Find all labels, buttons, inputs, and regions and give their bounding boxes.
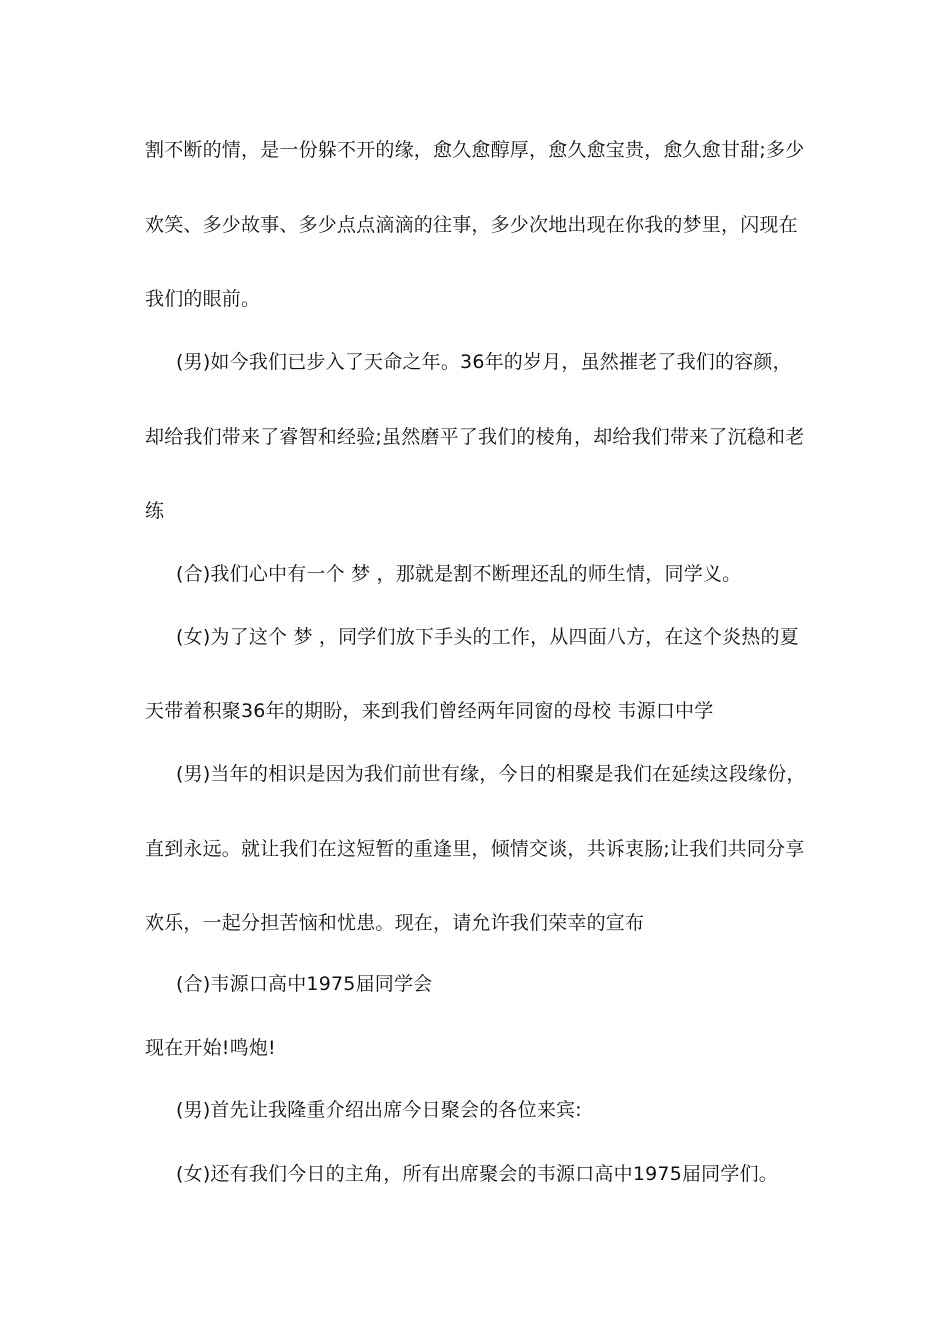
text-line: (男)首先让我隆重介绍出席今日聚会的各位来宾: [176,1099,582,1121]
text-line: (女)为了这个 梦 ，同学们放下手头的工作，从四面八方，在这个炎热的夏 [176,626,799,648]
text-line: (合)韦源口高中1975届同学会 [176,973,433,995]
text-line: (男)当年的相识是因为我们前世有缘，今日的相聚是我们在延续这段缘份， [176,763,806,785]
text-line: 欢笑、多少故事、多少点点滴滴的往事，多少次地出现在你我的梦里，闪现在 [145,214,798,236]
text-line: 欢乐，一起分担苦恼和忧患。现在，请允许我们荣幸的宣布 [145,912,645,934]
text-line: 我们的眼前。 [145,288,261,310]
text-line: 割不断的情，是一份躲不开的缘，愈久愈醇厚，愈久愈宝贵，愈久愈甘甜;多少 [145,139,805,161]
text-line: 却给我们带来了睿智和经验;虽然磨平了我们的棱角，却给我们带来了沉稳和老 [145,426,805,448]
text-line: 现在开始!鸣炮! [145,1037,276,1059]
text-line: (女)还有我们今日的主角，所有出席聚会的韦源口高中1975届同学们。 [176,1163,778,1185]
text-line: 天带着积聚36年的期盼，来到我们曾经两年同窗的母校 韦源口中学 [145,700,714,722]
text-line: (男)如今我们已步入了天命之年。36年的岁月，虽然摧老了我们的容颜， [176,351,792,373]
text-line: 练 [145,500,165,522]
text-line: (合)我们心中有一个 梦 ，那就是割不断理还乱的师生情，同学义。 [176,563,742,585]
text-line: 直到永远。就让我们在这短暂的重逢里，倾情交谈，共诉衷肠;让我们共同分享 [145,838,805,860]
